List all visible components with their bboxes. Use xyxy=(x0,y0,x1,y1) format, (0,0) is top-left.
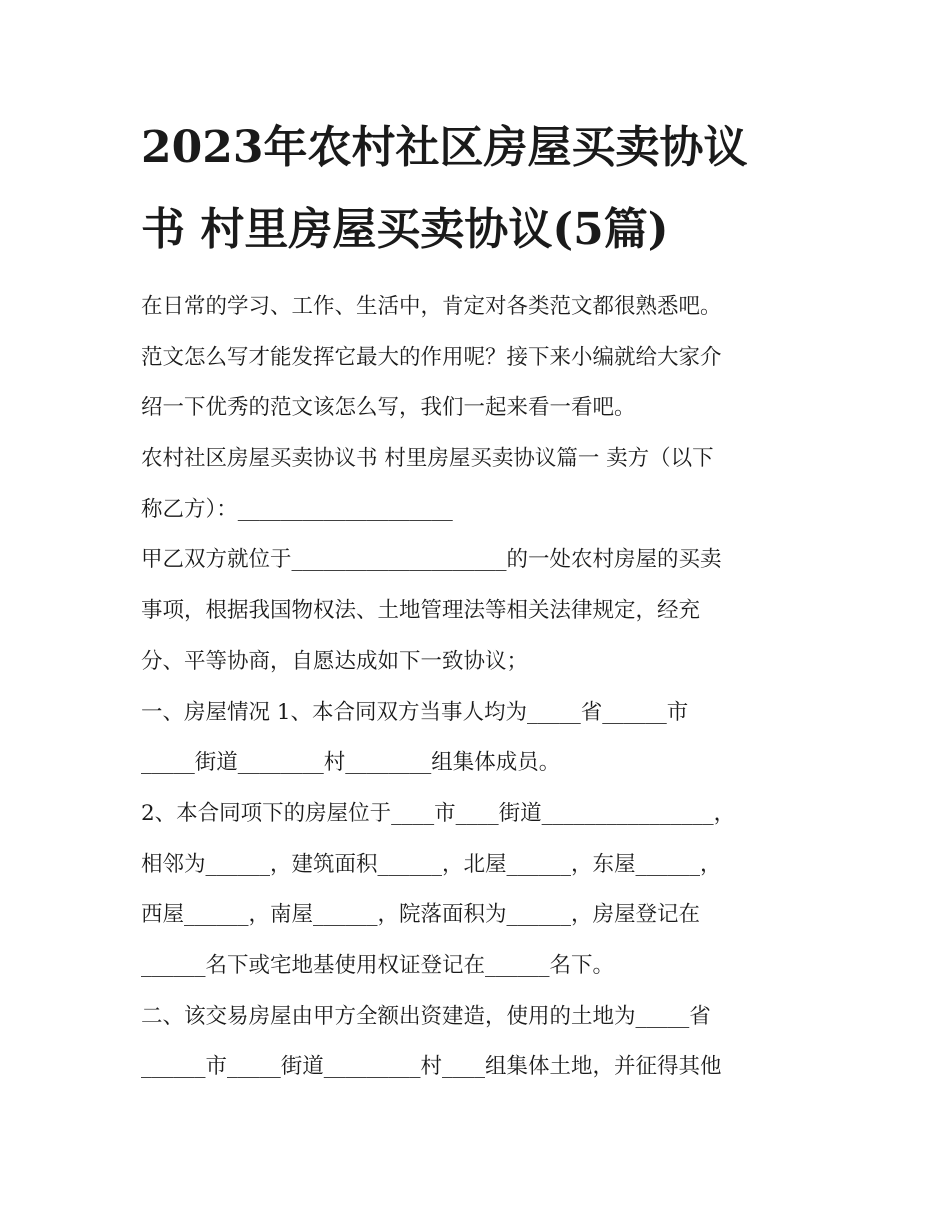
body-line-12: 相邻为______，建筑面积______，北屋______，东屋______， xyxy=(141,851,722,877)
body-line-1: 在日常的学习、工作、生活中，肯定对各类范文都很熟悉吧。 xyxy=(141,294,722,319)
body-line-10: _____街道________村________组集体成员。 xyxy=(141,750,561,776)
body-line-9: 一、房屋情况 1、本合同双方当事人均为_____省______市 xyxy=(141,699,689,725)
body-line-11: 2、本合同项下的房屋位于____市____街道________________， xyxy=(141,800,736,826)
body-line-16: ______市_____街道_________村____组集体土地，并征得其他 xyxy=(141,1054,722,1080)
document-title xyxy=(141,116,821,280)
body-line-4: 农村社区房屋买卖协议书 村里房屋买卖协议篇一 卖方（以下 xyxy=(141,446,714,472)
body-line-13: 西屋______，南屋______，院落面积为______，房屋登记在 xyxy=(141,902,701,928)
body-line-5: 称乙方）：____________________ xyxy=(141,496,453,522)
body-line-3: 绍一下优秀的范文该怎么写，我们一起来看一看吧。 xyxy=(141,395,636,421)
body-line-7: 事项，根据我国物权法、土地管理法等相关法律规定，经充 xyxy=(141,598,701,624)
body-line-15: 二、该交易房屋由甲方全额出资建造，使用的土地为_____省 xyxy=(141,1003,711,1029)
body-line-6: 甲乙双方就位于____________________的一处农村房屋的买卖 xyxy=(141,547,722,573)
body-line-2: 范文怎么写才能发挥它最大的作用呢？接下来小编就给大家介 xyxy=(141,344,722,370)
body-line-14: ______名下或宅地基使用权证登记在______名下。 xyxy=(141,952,615,978)
body-line-8: 分、平等协商，自愿达成如下一致协议； xyxy=(141,648,529,674)
title-line-1: 2023年农村社区房屋买卖协议 xyxy=(141,122,748,173)
document-page xyxy=(141,116,821,1093)
title-line-2: 书 村里房屋买卖协议(5篇) xyxy=(141,204,669,255)
document-body xyxy=(141,282,821,1093)
